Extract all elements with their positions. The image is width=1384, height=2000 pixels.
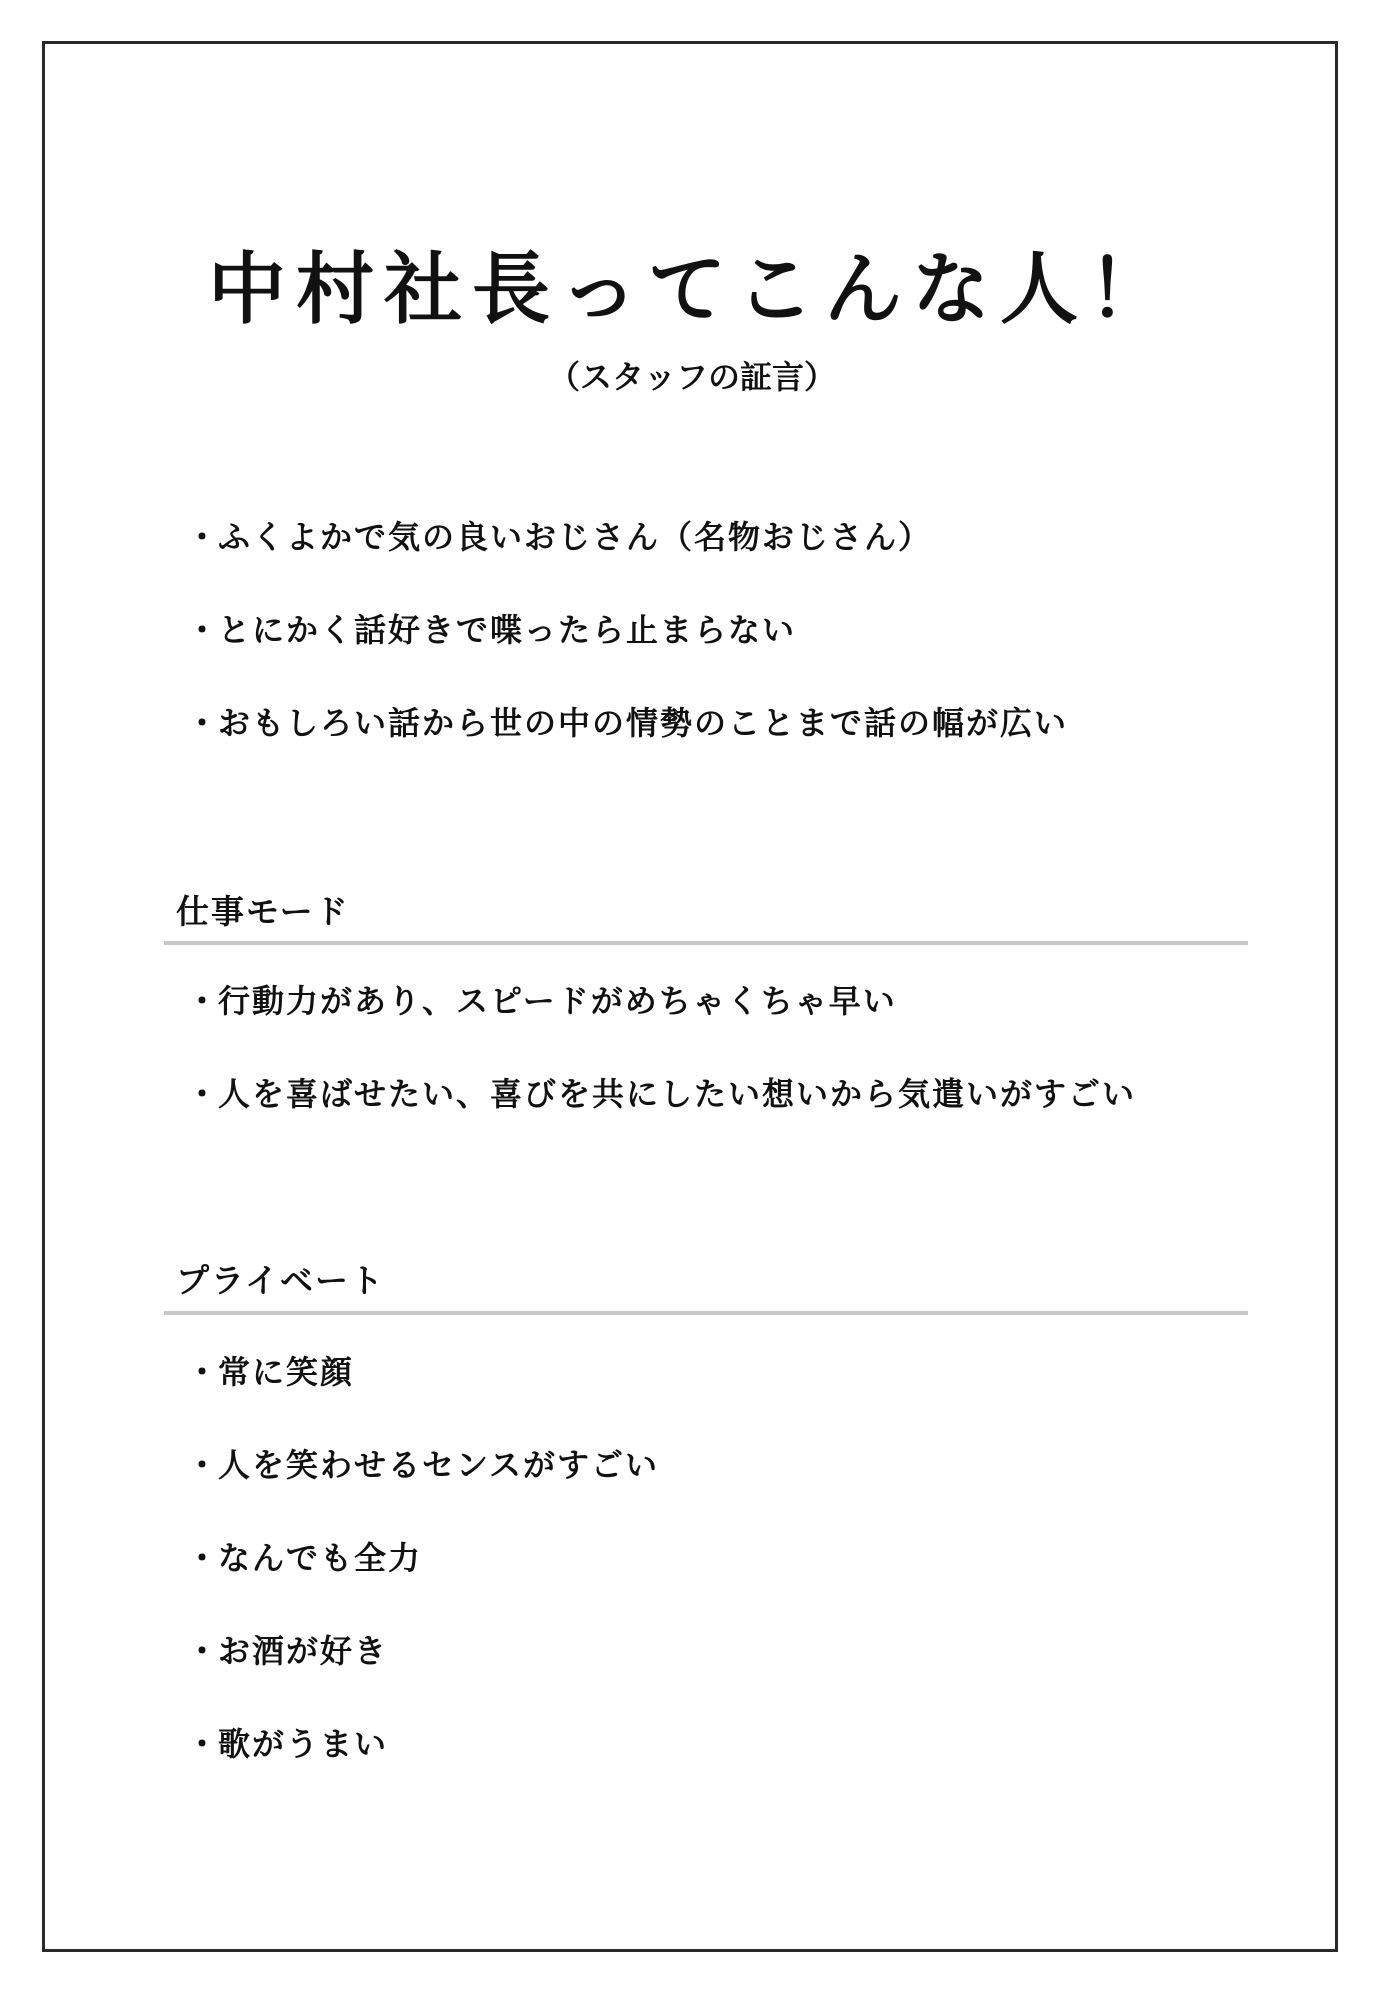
bullet: ・ (186, 1539, 221, 1577)
list-item-text: 常に笑顔 (218, 1353, 355, 1391)
bullet: ・ (186, 1725, 221, 1763)
list-item-text: とにかく話好きで喋ったら止まらない (218, 611, 797, 649)
bullet: ・ (186, 704, 221, 742)
private-list (186, 1337, 659, 1802)
page-title: 中村社長ってこんな人！ (207, 244, 1176, 335)
list-item (186, 502, 1068, 595)
bullet: ・ (186, 1075, 221, 1113)
bullet: ・ (186, 518, 221, 556)
section-heading-private: プライベート (176, 1261, 386, 1300)
list-item-text: おもしろい話から世の中の情勢のことまで話の幅が広い (218, 704, 1069, 742)
list-item (186, 966, 1136, 1059)
list-item-text: なんでも全力 (218, 1539, 423, 1577)
list-item (186, 1337, 659, 1430)
work-list (186, 966, 1136, 1152)
list-item-text: 行動力があり、スピードがめちゃくちゃ早い (218, 982, 897, 1020)
list-item (186, 1616, 659, 1709)
list-item (186, 1059, 1136, 1152)
bullet: ・ (186, 1446, 221, 1484)
list-item (186, 595, 1068, 688)
bullet: ・ (186, 1632, 221, 1670)
page-subtitle: （スタッフの証言） (547, 358, 836, 396)
list-item (186, 688, 1068, 781)
list-item-text: お酒が好き (218, 1632, 389, 1670)
list-item-text: ふくよかで気の良いおじさん（名物おじさん） (218, 518, 933, 556)
bullet: ・ (186, 1353, 221, 1391)
list-item (186, 1430, 659, 1523)
list-item-text: 歌がうまい (218, 1725, 389, 1763)
list-item-text: 人を喜ばせたい、喜びを共にしたい想いから気遣いがすごい (218, 1075, 1137, 1113)
section-divider (164, 941, 1248, 945)
bullet: ・ (186, 982, 221, 1020)
list-item (186, 1709, 659, 1802)
list-item (186, 1523, 659, 1616)
intro-list (186, 502, 1068, 781)
section-heading-work: 仕事モード (176, 892, 350, 931)
bullet: ・ (186, 611, 221, 649)
list-item-text: 人を笑わせるセンスがすごい (218, 1446, 660, 1484)
section-divider (164, 1311, 1248, 1315)
